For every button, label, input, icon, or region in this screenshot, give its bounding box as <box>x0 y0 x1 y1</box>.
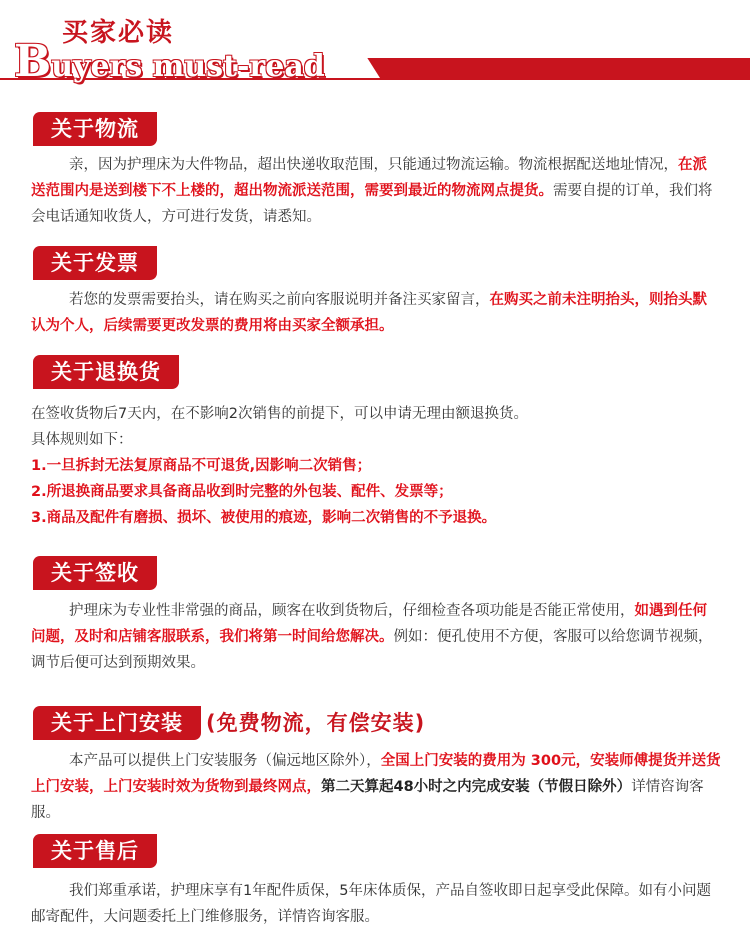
header-banner <box>0 0 750 88</box>
header-title-en-initial: B <box>14 36 52 87</box>
returns-rule-3: 3.商品及配件有磨损、损坏、被使用的痕迹，影响二次销售的不予退换。 <box>31 510 497 526</box>
logistics-paragraph <box>31 152 721 230</box>
section-tag-invoice: 关于发票 <box>33 246 157 280</box>
section-tag-returns: 关于退换货 <box>33 355 179 389</box>
installation-text: 本产品可以提供上门安装服务（偏远地区除外）， <box>69 753 381 769</box>
installation-tag-extra: (免费物流，有偿安装) <box>206 711 426 735</box>
header-title-en-rest: uyers must-read <box>51 49 325 84</box>
invoice-paragraph <box>31 287 721 339</box>
header-title-zh: 买家必读 <box>62 18 175 48</box>
invoice-highlight: 在购买之前未注明抬头，则抬头默认为个人，后续需要更改发票的费用将由买家全额承担。 <box>31 292 707 334</box>
signing-paragraph <box>31 598 721 676</box>
returns-rule-2: 2.所退换商品要求具备商品收到时完整的外包装、配件、发票等； <box>31 484 453 500</box>
installation-text-end: 详情咨询客服。 <box>31 779 704 821</box>
returns-body <box>31 401 721 531</box>
signing-highlight: 如遇到任何问题，及时和店铺客服联系，我们将第一时间给您解决。 <box>31 603 707 645</box>
logistics-highlight: 在派送范围内是送到楼下不上楼的，超出物流派送范围，需要到最近的物流网点提货。 <box>31 157 707 199</box>
returns-line-1: 在签收货物后7天内，在不影响2次销售的前提下，可以申请无理由额退换货。 <box>31 406 528 422</box>
header-title-en <box>14 36 325 87</box>
signing-text: 护理床为专业性非常强的商品，顾客在收到货物后，仔细检查各项功能是否能正常使用， <box>69 603 635 619</box>
invoice-text: 若您的发票需要抬头，请在购买之前向客服说明并备注买家留言， <box>69 292 490 308</box>
installation-paragraph <box>31 748 721 826</box>
installation-bold: 第二天算起48小时之内完成安装（节假日除外） <box>321 779 632 795</box>
section-tag-signing: 关于签收 <box>33 556 157 590</box>
section-tag-logistics: 关于物流 <box>33 112 157 146</box>
logistics-text: 亲，因为护理床为大件物品，超出快递收取范围，只能通过物流运输。物流根据配送地址情况， <box>69 157 678 173</box>
signing-text-end: 例如：便孔使用不方便，客服可以给您调节视频，调节后便可达到预期效果。 <box>31 629 713 671</box>
aftersales-paragraph: 我们郑重承诺，护理床享有1年配件质保，5年床体质保，产品自签收即日起享受此保障。如有小问题邮寄配件，大问题委托上门维修服务，详情咨询客服。 <box>31 883 711 925</box>
section-tag-installation: 关于上门安装 <box>33 706 201 740</box>
section-tag-aftersales: 关于售后 <box>33 834 157 868</box>
returns-rule-1: 1.一旦拆封无法复原商品不可退货,因影响二次销售； <box>31 458 372 474</box>
installation-highlight: 全国上门安装的费用为 300元，安装师傅提货并送货上门安装，上门安装时效为货物到最终网点， <box>31 753 721 795</box>
logistics-text-end: 需要自提的订单，我们将会电话通知收货人，方可进行发货，请悉知。 <box>31 183 713 225</box>
returns-line-2: 具体规则如下： <box>31 432 133 448</box>
